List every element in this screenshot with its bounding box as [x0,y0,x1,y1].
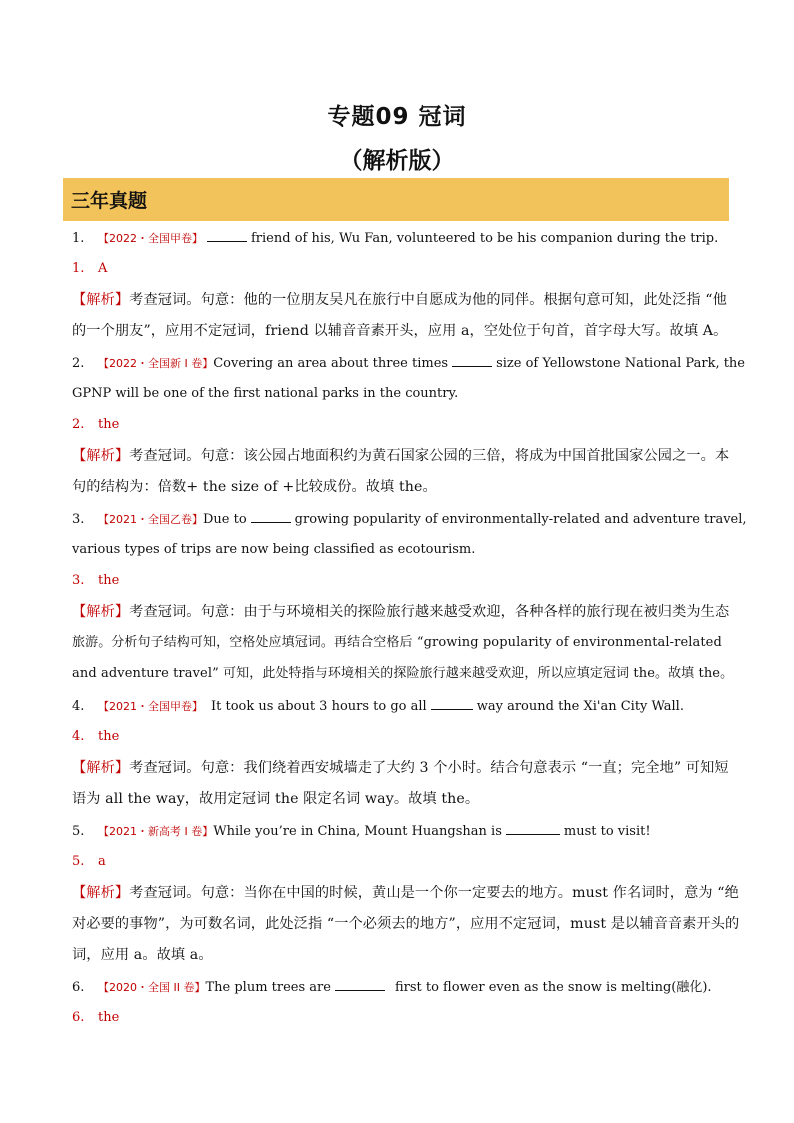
question-stem-after: first to flower even as the snow is melting(融化). [394,980,712,995]
analysis-1-line-2: 的一个朋友”，应用不定冠词，friend 以辅音音素开头，应用 a，空处位于句首，首字母大写。故填 A。 [72,323,728,339]
question-number: 5. [72,824,85,839]
question-source: 【2020・全国 II 卷】 [98,981,206,994]
answer-value: the [98,1010,120,1025]
question-source: 【2021・全国乙卷】 [98,513,203,526]
answer-5 [72,853,732,871]
analysis-text: 考查冠词。句意：我们绕着西安城墙走了大约 3 个小时。结合句意表示 “一直；完全地” 可知短 [129,760,729,776]
question-number: 3. [72,512,85,527]
question-source: 【2021・新高考 I 卷】 [98,825,214,838]
analysis-4-line-2: 语为 all the way，故用定冠词 the 限定名词 way。故填 the。 [72,791,480,807]
question-2 [72,354,745,373]
analysis-tag: 【解析】 [72,292,130,308]
answer-1 [72,260,732,278]
question-stem-after: way around the Xi'an City Wall. [476,699,684,714]
question-stem: friend of his, Wu Fan, volunteered to be his companion during the trip. [251,231,719,246]
question-stem-before: While you’re in China, Mount Huangshan is [213,824,502,839]
answer-number: 2. [72,417,85,432]
question-source: 【2021・全国甲卷】 [98,700,203,713]
analysis-1-line-1 [72,291,732,309]
section-banner [63,178,729,221]
answer-number: 4. [72,729,85,744]
question-3 [72,510,747,529]
analysis-5-line-2: 对必要的事物”，为可数名词，此处泛指 “一个必须去的地方”，应用不定冠词，must 是以辅音音素开头的 [72,916,740,932]
question-stem-after: must to visit! [563,824,651,839]
question-number: 6. [72,980,85,995]
question-stem-after: size of Yellowstone National Park, the [496,356,745,371]
analysis-text: 考查冠词。句意：当你在中国的时候，黄山是一个你一定要去的地方。must 作名词时，意为 “绝 [129,885,739,901]
question-source: 【2022・全国新 I 卷】 [98,357,214,370]
answer-value: the [98,729,120,744]
question-number: 2. [72,356,85,371]
analysis-text: 考查冠词。句意：由于与环境相关的探险旅行越来越受欢迎，各种各样的旅行现在被归类为生态 [129,604,730,620]
section-header: 三年真题 [71,190,148,212]
answer-value: a [98,854,106,869]
question-4 [72,697,732,716]
question-1 [72,229,732,248]
answer-number: 3. [72,573,85,588]
analysis-3-line-1 [72,603,732,621]
answer-blank [335,978,385,991]
answer-value: the [98,573,120,588]
analysis-text: 考查冠词。句意：该公园占地面积约为黄石国家公园的三倍，将成为中国首批国家公园之一。本 [129,448,730,464]
question-number: 4. [72,699,85,714]
answer-6 [72,1009,732,1027]
answer-value: A [98,261,108,276]
analysis-tag: 【解析】 [72,885,130,901]
question-2-line-2: GPNP will be one of the first national parks in the country. [72,386,459,401]
answer-number: 1. [72,261,85,276]
answer-blank [452,354,492,367]
analysis-2-line-2: 句的结构为：倍数+ the size of +比较成份。故填 the。 [72,479,437,495]
answer-blank [506,822,560,835]
question-stem-before: It took us about 3 hours to go all [211,699,427,714]
analysis-tag: 【解析】 [72,448,130,464]
analysis-tag: 【解析】 [72,760,130,776]
answer-4 [72,728,732,746]
answer-3 [72,572,732,590]
analysis-5-line-3: 词，应用 a。故填 a。 [72,947,213,963]
answer-number: 5. [72,854,85,869]
analysis-3-line-2: 旅游。分析句子结构可知，空格处应填冠词。再结合空格后 “growing popularity of environmental-related [72,635,722,650]
analysis-tag: 【解析】 [72,604,130,620]
question-5 [72,822,732,841]
page-subtitle: （解析版） [339,148,455,174]
question-stem-after: growing popularity of environmentally-related and adventure travel, [294,512,747,527]
analysis-5-line-1 [72,884,739,902]
answer-blank [207,229,247,242]
question-stem-before: Due to [203,512,247,527]
analysis-2-line-1 [72,447,732,465]
question-stem-before: The plum trees are [205,980,331,995]
question-stem-before: Covering an area about three times [213,356,449,371]
question-number: 1. [72,231,85,246]
question-source: 【2022・全国甲卷】 [98,232,203,245]
analysis-text: 考查冠词。句意：他的一位朋友吴凡在旅行中自愿成为他的同伴。根据句意可知，此处泛指 “他 [129,292,727,308]
analysis-3-line-3: and adventure travel” 可知，此处特指与环境相关的探险旅行越来越受欢迎，所以应填定冠词 the。故填 the。 [72,666,734,681]
analysis-4-line-1 [72,759,732,777]
answer-number: 6. [72,1010,85,1025]
page-title: 专题09 冠词 [327,104,467,130]
question-3-line-2: various types of trips are now being classified as ecotourism. [72,542,476,557]
answer-2 [72,416,732,434]
question-6 [72,978,732,997]
answer-blank [431,697,473,710]
answer-blank [251,510,291,523]
answer-value: the [98,417,120,432]
